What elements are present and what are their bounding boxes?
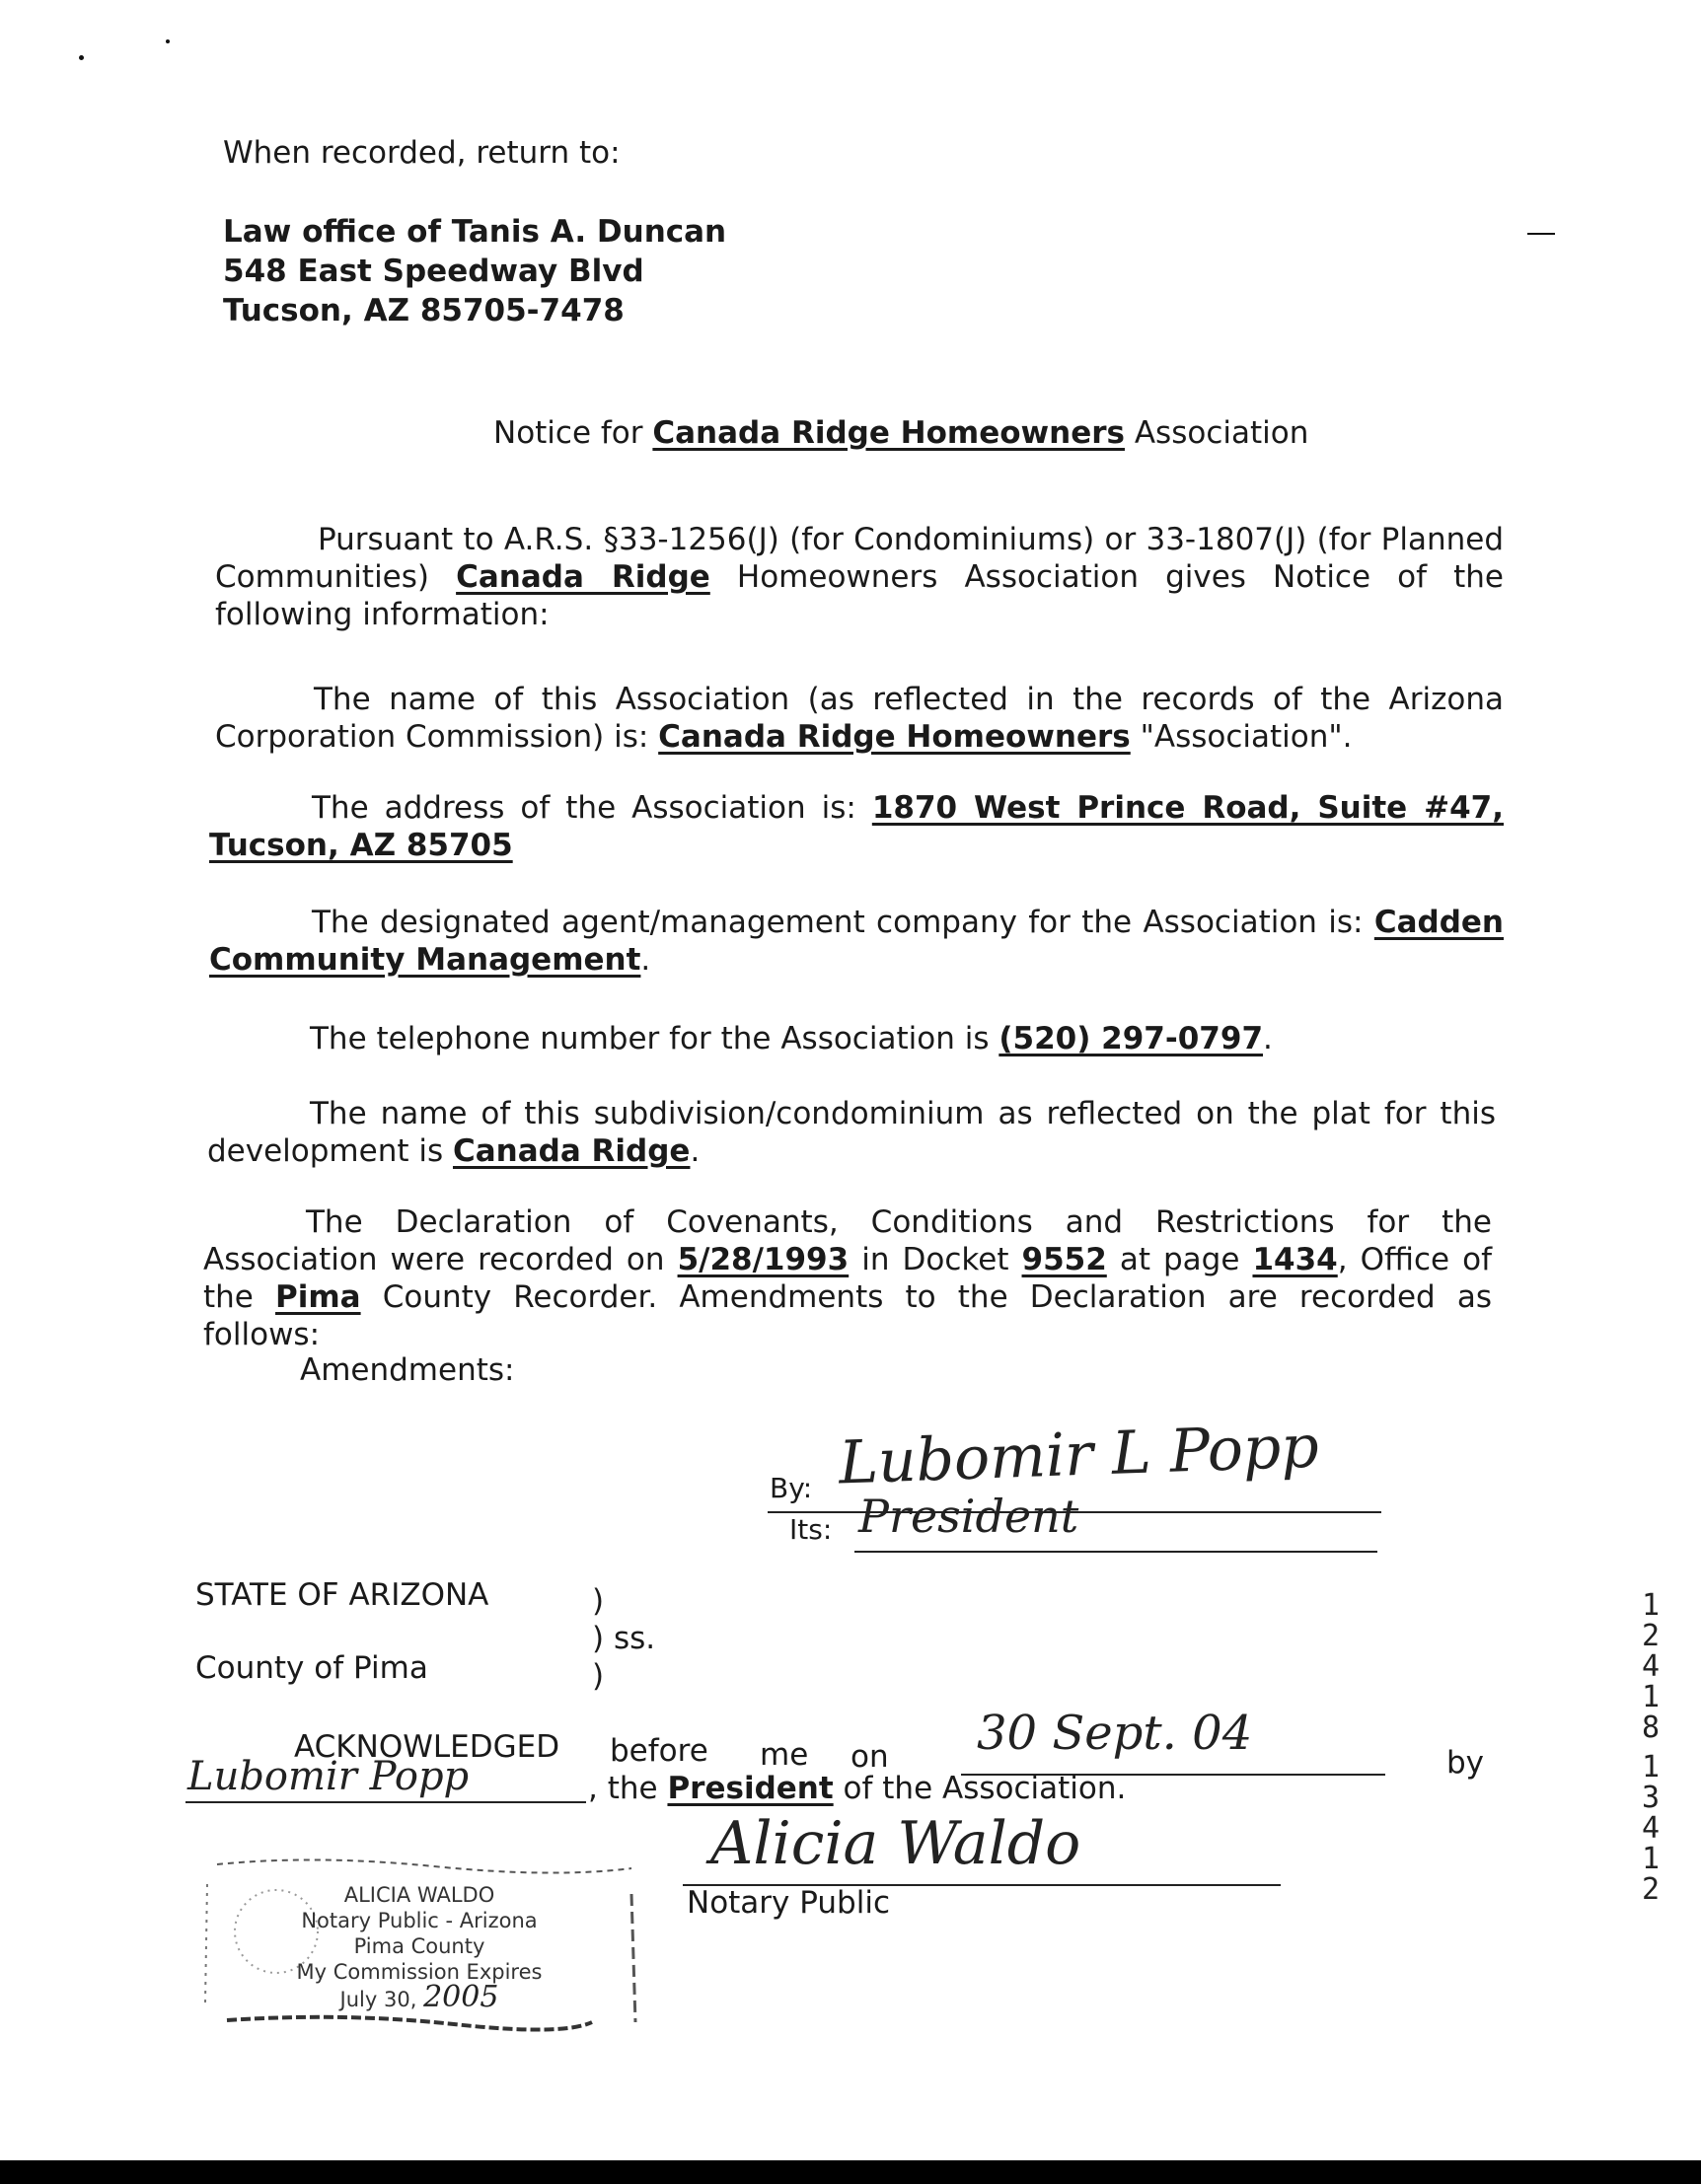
p7-text-b: in Docket (861, 1242, 1009, 1277)
scan-speck (166, 39, 170, 43)
stamp-date-handwritten: 2005 (423, 1980, 499, 2014)
amendments-label: Amendments: (300, 1352, 515, 1388)
stamp-line-1: ALICIA WALDO (343, 1883, 495, 1907)
notary-stamp (197, 1855, 641, 2052)
rec-digit: 8 (1641, 1711, 1661, 1745)
paragraph-agent (209, 904, 1504, 979)
its-line (854, 1551, 1377, 1553)
ack-role: President (667, 1771, 834, 1806)
ack-the: , the (588, 1771, 658, 1806)
by-label: By: (770, 1472, 813, 1504)
p6-period: . (690, 1133, 701, 1169)
ack-handwritten-name: Lubomir Popp (187, 1754, 470, 1799)
paragraph-phone (310, 1020, 1273, 1057)
p4-period: . (640, 942, 651, 978)
ack-handwritten-date: 30 Sept. 04 (977, 1706, 1253, 1761)
rec-digit: 4 (1641, 1649, 1661, 1684)
p5-text-a: The telephone number for the Association is (310, 1021, 990, 1056)
president-signature: Lubomir L Popp (837, 1412, 1320, 1498)
paragraph-declaration (203, 1203, 1492, 1353)
notary-signature: Alicia Waldo (710, 1809, 1081, 1878)
title-association-name: Canada Ridge Homeowners (652, 415, 1125, 451)
ack-role-line (588, 1770, 1126, 1807)
scan-speck (1527, 233, 1555, 235)
p5-phone: (520) 297-0797 (998, 1021, 1264, 1056)
stamp-line-4: My Commission Expires (296, 1960, 543, 1984)
title-suffix: Association (1134, 415, 1309, 451)
ack-word-acknowledged: ACKNOWLEDGED (294, 1729, 560, 1765)
rec-digit: 1 (1641, 1588, 1661, 1623)
title-prefix: Notice for (493, 415, 643, 451)
p4-text-a: The designated agent/management company for the Association is: (312, 905, 1364, 940)
venue-paren-3: ) (592, 1658, 605, 1694)
rec-digit: 1 (1641, 1680, 1661, 1714)
p2-assoc-name: Canada Ridge Homeowners (658, 719, 1131, 755)
paragraph-statute (215, 521, 1504, 633)
p3-address: 1870 West Prince Road, Suite #47, Tucson, AZ 85705 (209, 790, 1504, 863)
stamp-line-3: Pima County (353, 1934, 485, 1958)
stamp-line-5 (197, 1980, 641, 2014)
ack-word-me: me (760, 1737, 809, 1773)
venue-paren-1: ) (592, 1583, 605, 1619)
p6-text-a: The name of this subdivision/condominium as reflected on the plat for this development is (207, 1096, 1496, 1169)
recording-number-bottom (1636, 1752, 1665, 1905)
p5-period: . (1263, 1021, 1273, 1056)
return-line-1: Law office of Tanis A. Duncan (223, 214, 727, 250)
rec-digit: 3 (1641, 1781, 1661, 1815)
p7-text-e: County Recorder. Amendments to the Declaration are recorded as follows: (203, 1279, 1492, 1352)
p6-subdivision-name: Canada Ridge (452, 1133, 691, 1169)
p7-page: 1434 (1252, 1242, 1338, 1277)
stamp-date-printed: July 30, (339, 1988, 417, 2011)
paragraph-subdivision (207, 1095, 1496, 1170)
p4-agent-name: Cadden Community Management (209, 905, 1504, 978)
ack-name-line (185, 1801, 586, 1803)
p2-text-c: "Association". (1140, 719, 1353, 755)
notice-title (493, 414, 1308, 452)
rec-digit: 1 (1641, 1750, 1661, 1784)
p7-county: Pima (275, 1279, 361, 1315)
ack-end: of the Association. (843, 1771, 1127, 1806)
paragraph-name (215, 681, 1504, 756)
p7-text-a: The Declaration of Covenants, Conditions and Restrictions for the Association were recorded on (203, 1204, 1492, 1277)
ack-word-on: on (850, 1739, 889, 1775)
venue-state: STATE OF ARIZONA (195, 1577, 489, 1613)
rec-digit: 2 (1641, 1619, 1661, 1653)
rec-digit: 4 (1641, 1811, 1661, 1846)
recording-number-top (1636, 1590, 1665, 1743)
scan-bottom-edge (0, 2160, 1701, 2184)
p2-text-a: The name of this Association (as reflected in the records of the Arizona Corporation Commission) is: (215, 682, 1504, 755)
its-handwritten-title: President (858, 1490, 1079, 1543)
p3-text-a: The address of the Association is: (312, 790, 856, 826)
ack-word-before: before (610, 1733, 708, 1769)
p7-text-c: at page (1119, 1242, 1240, 1277)
p1-assoc-name: Canada Ridge (456, 559, 710, 595)
stamp-line-2: Notary Public - Arizona (301, 1909, 538, 1932)
p7-text-d: , Office of the (203, 1242, 1493, 1315)
return-line-2: 548 East Speedway Blvd (223, 254, 644, 289)
p7-record-date: 5/28/1993 (677, 1242, 850, 1277)
ack-word-by: by (1446, 1745, 1485, 1781)
p1-text-c: Homeowners Association gives Notice of the following information: (215, 559, 1504, 632)
paragraph-address (209, 789, 1504, 864)
scan-speck (79, 55, 84, 60)
p7-docket: 9552 (1021, 1242, 1107, 1277)
rec-digit: 1 (1641, 1842, 1661, 1876)
notary-label: Notary Public (687, 1885, 890, 1921)
venue-ss: ) ss. (592, 1621, 656, 1656)
return-heading: When recorded, return to: (223, 135, 621, 171)
return-line-3: Tucson, AZ 85705-7478 (223, 293, 625, 328)
its-label: Its: (789, 1513, 833, 1546)
p1-text-a: Pursuant to A.R.S. §33-1256(J) (for Condominiums) or 33-1807(J) (for Planned Communities) (215, 522, 1504, 595)
venue-county: County of Pima (195, 1650, 428, 1686)
rec-digit: 2 (1641, 1872, 1661, 1907)
